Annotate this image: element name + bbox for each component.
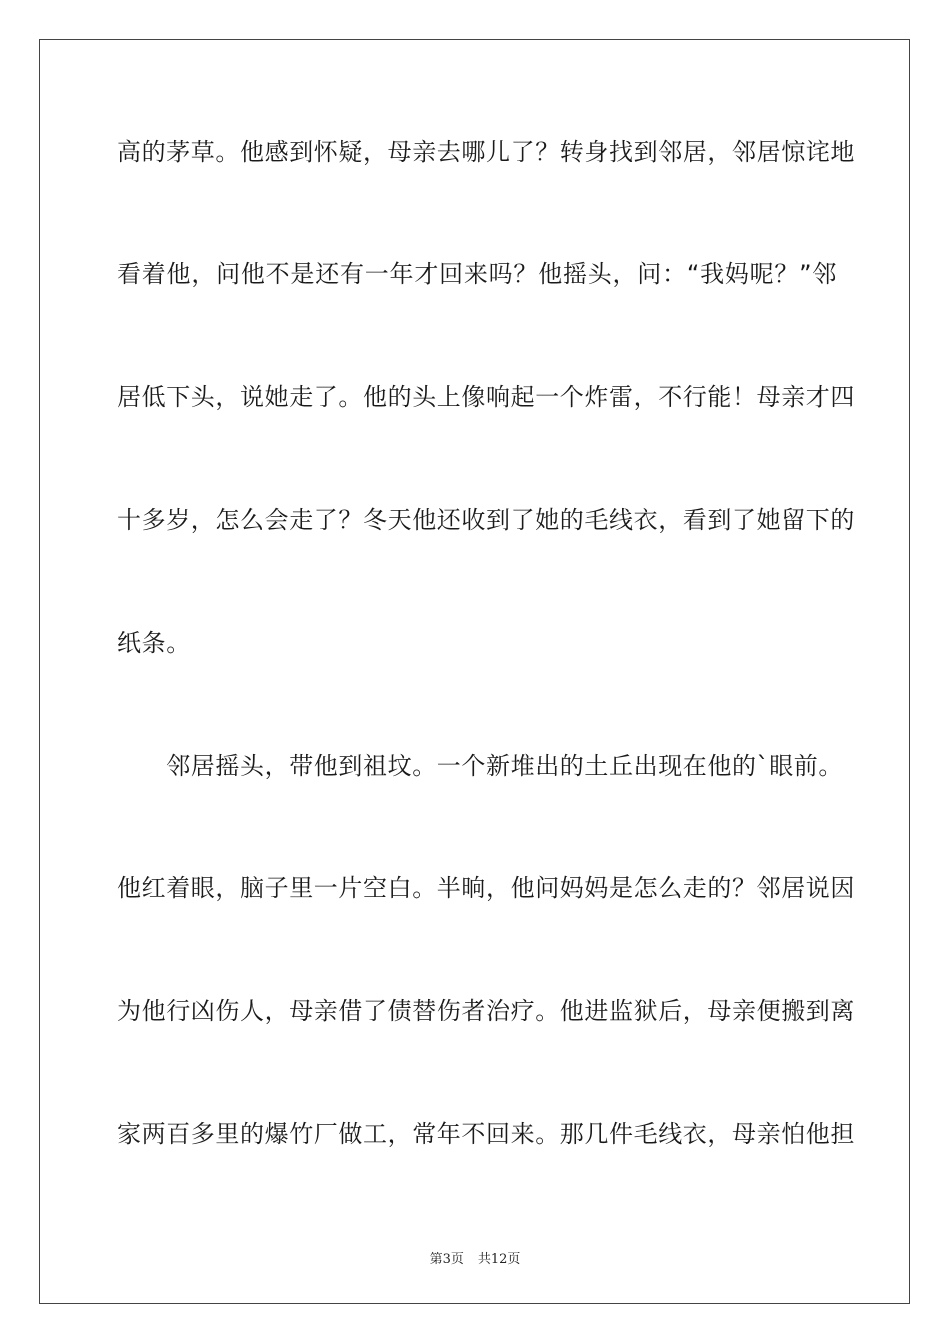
page-total: 共12页	[477, 1252, 521, 1267]
body-text-line: 看着他，问他不是还有一年才回来吗？他摇头，问：“我妈呢？”邻	[117, 260, 837, 288]
body-text-line: 邻居摇头，带他到祖坟。一个新堆出的土丘出现在他的`眼前。	[117, 752, 843, 780]
body-text-line: 他红着眼，脑子里一片空白。半晌，他问妈妈是怎么走的？邻居说因	[117, 874, 855, 902]
body-text-line: 家两百多里的爆竹厂做工，常年不回来。那几件毛线衣，母亲怕他担	[117, 1120, 855, 1148]
body-text-line: 为他行凶伤人，母亲借了债替伤者治疗。他进监狱后，母亲便搬到离	[117, 997, 855, 1025]
page-footer	[0, 1248, 950, 1267]
body-text-line: 高的茅草。他感到怀疑，母亲去哪儿了？转身找到邻居，邻居惊诧地	[117, 138, 855, 166]
page-border	[39, 39, 910, 1304]
body-text-line: 居低下头，说她走了。他的头上像响起一个炸雷，不行能！母亲才四	[117, 383, 855, 411]
body-text-line: 纸条。	[117, 629, 191, 657]
body-text-line: 十多岁，怎么会走了？冬天他还收到了她的毛线衣，看到了她留下的	[117, 506, 855, 534]
page-number: 第3页	[429, 1252, 464, 1267]
